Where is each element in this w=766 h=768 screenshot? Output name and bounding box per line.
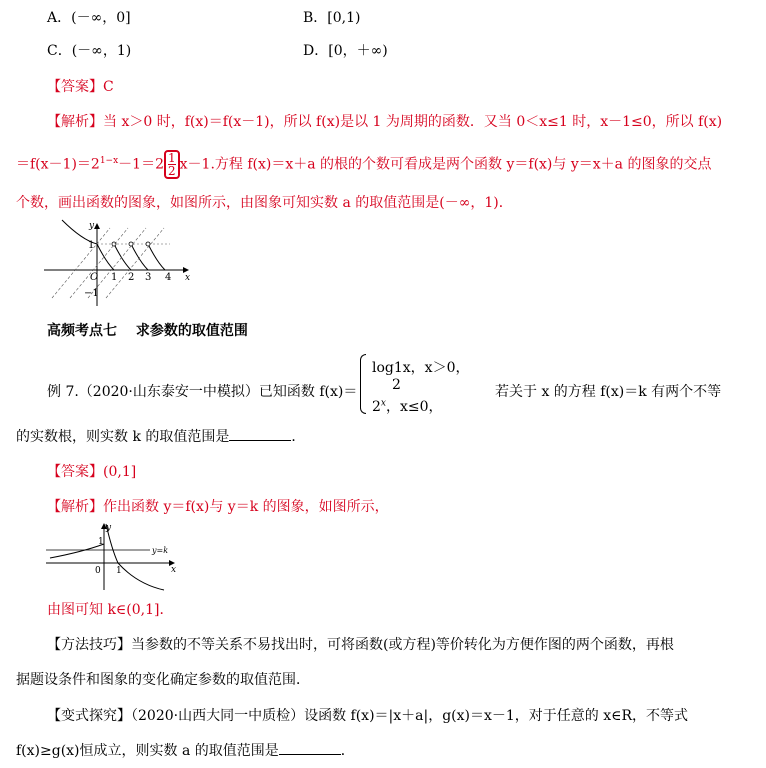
option-d-value: [0，＋∞) bbox=[328, 43, 388, 59]
curve-period-2 bbox=[114, 244, 131, 270]
graph1-xtick-1: 1 bbox=[111, 272, 118, 283]
graph1-xtick-3: 3 bbox=[145, 272, 152, 283]
dashed-line-1 bbox=[52, 228, 110, 298]
piecewise-brace bbox=[360, 354, 366, 414]
variant-text-2: f(x)≥g(x)恒成立，则实数 a 的取值范围是 bbox=[16, 743, 279, 759]
fraction-denominator: 2 bbox=[168, 164, 176, 178]
analysis-1-text-2c: x－1.方程 f(x)＝x＋a 的根的个数可看成是两个函数 y＝f(x)与 y＝x＋a 的图象的交点 bbox=[179, 156, 712, 173]
option-b-label: B． bbox=[303, 10, 328, 26]
exponential-curve bbox=[50, 544, 104, 558]
analysis-1-line-2 bbox=[16, 150, 711, 179]
curve-period-4 bbox=[148, 244, 165, 270]
graph2-y-label: y bbox=[106, 523, 112, 533]
option-c-value: (－∞，1) bbox=[71, 43, 132, 59]
example-7-prefix: 例 7.（2020·山东泰安一中模拟）已知函数 f(x)＝ bbox=[47, 384, 358, 400]
fraction-numerator: 1 bbox=[168, 151, 176, 165]
open-point-1 bbox=[112, 242, 116, 246]
analysis-1-text-1: 当 x＞0 时，f(x)＝f(x－1)，所以 f(x)是以 1 为周期的函数．又当 0＜x≤1 时，x－1≤0，所以 f(x) bbox=[103, 114, 723, 130]
graph1-origin: O bbox=[90, 272, 99, 283]
case-2-rest: ，x≤0， bbox=[386, 399, 443, 415]
answer-blank-1[interactable] bbox=[229, 428, 291, 441]
analysis-1-exponent: 1−x bbox=[99, 155, 119, 166]
variant-text-1: （2020·山西大同一中质检）设函数 f(x)＝|x＋a|，g(x)＝x－1，对于任意的 x∈R，不等式 bbox=[131, 708, 689, 724]
conclusion-2: 由图可知 k∈(0,1]． bbox=[47, 602, 174, 618]
graph1-ytick-1: 1 bbox=[88, 240, 95, 251]
analysis-1-tag: 【解析】 bbox=[47, 114, 103, 130]
variant-tag: 【变式探究】 bbox=[47, 708, 131, 724]
answer-2-value: (0,1] bbox=[103, 464, 137, 480]
method-tips-text-1: 当参数的不等关系不易找出时，可将函数(或方程)等价转化为方便作图的两个函数，再根 bbox=[131, 637, 674, 653]
option-b bbox=[303, 7, 361, 27]
answer-1 bbox=[47, 76, 114, 96]
example-7-question: 的实数根，则实数 k 的取值范围是 bbox=[16, 429, 230, 445]
answer-2-tag: 【答案】 bbox=[47, 464, 103, 480]
answer-2 bbox=[47, 461, 136, 481]
option-d bbox=[303, 40, 388, 60]
dashed-line-2 bbox=[70, 228, 128, 298]
option-a bbox=[47, 7, 131, 27]
graph1-y-label: y bbox=[89, 221, 95, 231]
option-d-label: D． bbox=[303, 43, 329, 59]
method-tips-line-2: 据题设条件和图象的变化确定参数的取值范围． bbox=[16, 672, 310, 688]
analysis-1-text-2b: －1＝2 bbox=[118, 156, 164, 173]
analysis-2 bbox=[47, 496, 389, 516]
graph2-origin: 0 bbox=[95, 566, 101, 576]
graph2-x-label: x bbox=[171, 565, 177, 575]
method-tips-line-1 bbox=[47, 634, 674, 654]
periodic-function-graph bbox=[40, 218, 200, 308]
graph1-x-label: x bbox=[185, 273, 191, 283]
end-mark-2: ． bbox=[340, 743, 355, 759]
answer-1-tag: 【答案】 bbox=[47, 79, 103, 95]
open-point-3 bbox=[146, 242, 150, 246]
dashed-line-4 bbox=[106, 228, 164, 298]
analysis-1-text-3: 个数，画出函数的图象，如图所示，由图象可知实数 a 的取值范围是(－∞，1)． bbox=[16, 195, 513, 211]
analysis-1-text-2a: ＝f(x－1)＝2 bbox=[16, 156, 100, 173]
log-exponential-graph bbox=[42, 520, 182, 592]
option-a-value: (－∞，0] bbox=[71, 10, 131, 26]
case-2-exponent: x bbox=[380, 398, 386, 409]
option-c bbox=[47, 40, 131, 60]
graph1-xtick-4: 4 bbox=[165, 272, 172, 283]
curve-period-3 bbox=[131, 244, 148, 270]
log-curve bbox=[106, 524, 164, 590]
graph2-xtick-1: 1 bbox=[116, 566, 122, 576]
graph1-xtick-2: 2 bbox=[128, 272, 135, 283]
analysis-2-tag: 【解析】 bbox=[47, 499, 103, 515]
analysis-1-line-1 bbox=[47, 111, 747, 131]
case-1-text: log1x，x＞0， bbox=[372, 360, 470, 376]
section-title: 高频考点七 求参数的取值范围 bbox=[47, 323, 248, 339]
option-a-label: A． bbox=[47, 10, 72, 26]
piecewise-case-1 bbox=[372, 357, 469, 377]
graph2-ytick-1: 1 bbox=[98, 537, 104, 547]
case-2-base: 2 bbox=[372, 399, 381, 415]
option-c-label: C． bbox=[47, 43, 72, 59]
answer-blank-2[interactable] bbox=[279, 742, 341, 755]
end-mark-1: ． bbox=[291, 429, 306, 445]
method-tips-tag: 【方法技巧】 bbox=[47, 637, 131, 653]
variant-line-2 bbox=[16, 740, 355, 760]
half-fraction bbox=[164, 150, 180, 179]
answer-1-value: C bbox=[103, 79, 114, 95]
analysis-1-line-3 bbox=[16, 192, 513, 212]
example-7-suffix: 若关于 x 的方程 f(x)＝k 有两个不等 bbox=[495, 384, 722, 400]
graph1-ytick-neg1: −1 bbox=[84, 288, 99, 299]
log-base: 2 bbox=[392, 377, 401, 393]
example-7-line-2 bbox=[16, 426, 305, 446]
y-equals-k-label: y=k bbox=[152, 546, 169, 555]
option-b-value: [0,1) bbox=[327, 10, 361, 26]
open-point-2 bbox=[129, 242, 133, 246]
analysis-2-text: 作出函数 y＝f(x)与 y＝k 的图象，如图所示， bbox=[103, 499, 389, 515]
variant-line-1 bbox=[47, 705, 688, 725]
piecewise-case-2 bbox=[372, 396, 443, 416]
